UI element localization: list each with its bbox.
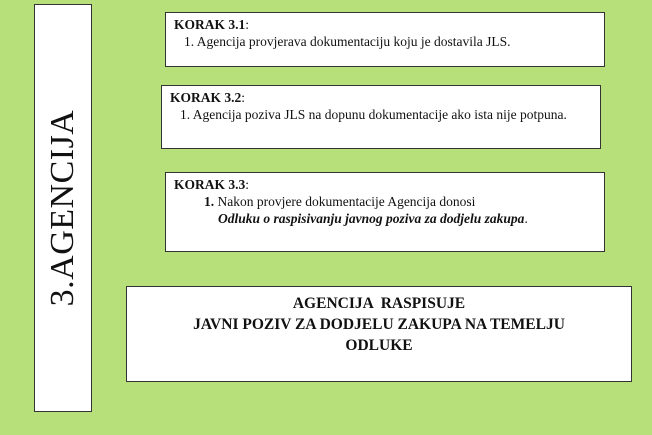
step-3-1-heading-line: [174, 16, 596, 33]
final-line-2: JAVNI POZIV ZA DODJELU ZAKUPA NA TEMELJU: [193, 316, 565, 333]
agency-side-label-box: [34, 4, 92, 412]
step-3-3-heading: KORAK 3.3: [174, 177, 246, 192]
step-3-3-item-number: 1.: [204, 194, 215, 209]
step-3-3-item-emphasis-line: [174, 210, 596, 227]
step-3-2-item: 1. Agencija poziva JLS na dopunu dokumentacije ako ista nije potpuna.: [180, 107, 567, 122]
step-3-3-item: [174, 193, 596, 210]
step-3-3-heading-line: [174, 176, 596, 193]
agency-side-label: 3.AGENCIJA: [44, 109, 81, 307]
step-3-2-box: [161, 85, 601, 149]
final-announcement-box: [126, 286, 632, 382]
step-3-2-heading-line: [170, 89, 592, 106]
step-3-1-item: 1. Agencija provjerava dokumentaciju koju je dostavila JLS.: [184, 34, 511, 49]
step-3-1-box: [165, 12, 605, 67]
step-3-2-colon: :: [241, 90, 246, 105]
final-line-1: AGENCIJA RASPISUJE: [292, 295, 466, 312]
step-3-3-item-end: .: [524, 211, 528, 226]
step-3-1-heading: KORAK 3.1: [174, 17, 246, 32]
step-3-3-item-emphasis: Odluku o raspisivanju javnog poziva za dodjelu zakupa: [218, 211, 525, 226]
step-3-1-colon: :: [245, 17, 250, 32]
step-3-2-heading: KORAK 3.2: [170, 90, 242, 105]
final-line-3: ODLUKE: [345, 337, 413, 354]
step-3-3-item-text: Nakon provjere dokumentacije Agencija donosi: [214, 194, 476, 209]
step-3-3-colon: :: [245, 177, 250, 192]
step-3-3-box: [165, 172, 605, 252]
